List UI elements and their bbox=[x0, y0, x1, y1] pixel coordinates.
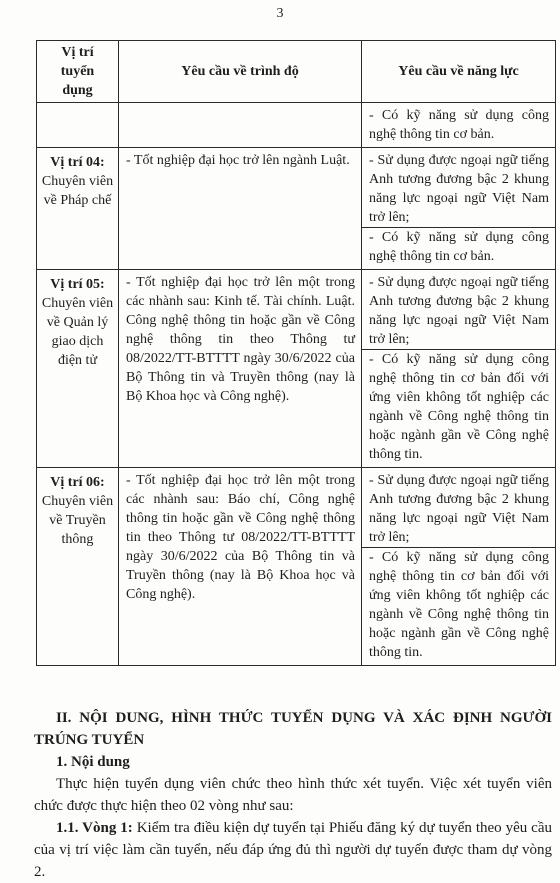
header-position: Vị trí tuyển dụng bbox=[37, 41, 119, 103]
position-title: Vị trí 06: bbox=[50, 475, 105, 490]
position-name: Chuyên viên về Pháp chế bbox=[41, 174, 114, 208]
qualification-cell-empty bbox=[119, 103, 362, 148]
body-paragraph: Thực hiện tuyển dụng viên chức theo hình thức xét tuyển. Việc xét tuyển viên chức được thực hiện theo 02 vòng như sau: bbox=[34, 776, 552, 814]
qualification-text: - Tốt nghiệp đại học trở lên một trong các nhành sau: Báo chí, Công nghệ thông tin hoặc gần về Công nghệ thông tin theo Thông tư 08/2022/TT-BTTTT ngày 30/6/2022 của Bộ Thông tin và Truyền thông (nay là Bộ Khoa học và Công nghệ). bbox=[126, 473, 355, 602]
capability-item: - Sử dụng được ngoại ngữ tiếng Anh tương đương bậc 2 khung năng lực ngoại ngữ Việt Nam trở lên; bbox=[369, 153, 549, 225]
header-capability: Yêu cầu về năng lực bbox=[362, 41, 556, 103]
round1-text: Kiểm tra điều kiện dự tuyển tại Phiếu đăng ký dự tuyển theo yêu cầu của vị trí việc làm cần tuyển, nếu đáp ứng đủ thì người dự tuyển được tham dự vòng 2. bbox=[34, 820, 552, 880]
qualification-cell bbox=[119, 468, 362, 666]
position-name: Chuyên viên về Truyền thông bbox=[41, 494, 114, 547]
table-row bbox=[37, 270, 556, 468]
qualification-cell bbox=[119, 148, 362, 270]
table-row bbox=[37, 468, 556, 666]
capability-item: - Có kỹ năng sử dụng công nghệ thông tin cơ bản. bbox=[369, 108, 549, 142]
qualification-cell bbox=[119, 270, 362, 468]
table-row bbox=[37, 148, 556, 270]
position-cell-empty bbox=[37, 103, 119, 148]
position-cell bbox=[37, 148, 119, 270]
position-title: Vị trí 05: bbox=[50, 277, 105, 292]
position-title: Vị trí 04: bbox=[50, 155, 105, 170]
round1-paragraph bbox=[34, 817, 552, 883]
capability-cell bbox=[362, 148, 556, 270]
qualification-text: - Tốt nghiệp đại học trở lên ngành Luật. bbox=[126, 153, 350, 168]
capability-item: - Có kỹ năng sử dụng công nghệ thông tin cơ bản đối với ứng viên không tốt nghiệp các ngành về Công nghệ thông tin hoặc ngành gần về Công nghệ thông tin. bbox=[362, 349, 555, 464]
header-qualification: Yêu cầu về trình độ bbox=[119, 41, 362, 103]
capability-item: - Có kỹ năng sử dụng công nghệ thông tin cơ bản. bbox=[362, 227, 555, 266]
section-heading: II. NỘI DUNG, HÌNH THỨC TUYỂN DỤNG VÀ XÁC ĐỊNH NGƯỜI TRÚNG TUYỂN bbox=[34, 710, 552, 748]
capability-cell bbox=[362, 468, 556, 666]
page-number: 3 bbox=[276, 6, 284, 21]
capability-item: - Sử dụng được ngoại ngữ tiếng Anh tương đương bậc 2 khung năng lực ngoại ngữ Việt Nam trở lên; bbox=[369, 275, 549, 347]
subsection-heading: 1. Nội dung bbox=[56, 754, 130, 770]
position-cell bbox=[37, 270, 119, 468]
capability-cell bbox=[362, 270, 556, 468]
round1-label: 1.1. Vòng 1: bbox=[56, 820, 133, 836]
table-row-continued bbox=[37, 103, 556, 148]
capability-cell bbox=[362, 103, 556, 148]
capability-item: - Có kỹ năng sử dụng công nghệ thông tin cơ bản đối với ứng viên không tốt nghiệp các ngành về Công nghệ thông tin hoặc ngành gần về Công nghệ thông tin. bbox=[362, 547, 555, 662]
position-name: Chuyên viên về Quản lý giao dịch điện tử bbox=[41, 296, 114, 368]
qualification-text: - Tốt nghiệp đại học trở lên một trong các nhành sau: Kinh tế. Tài chính. Luật. Công nghệ thông tin hoặc gần về Công nghệ thông tin theo Thông tư 08/2022/TT-BTTTT ngày 30/6/2022 của Bộ Thông tin và Truyền thông (nay là Bộ Khoa học và Công nghệ). bbox=[126, 275, 355, 404]
position-cell bbox=[37, 468, 119, 666]
capability-item: - Sử dụng được ngoại ngữ tiếng Anh tương đương bậc 2 khung năng lực ngoại ngữ Việt Nam trở lên; bbox=[369, 473, 549, 545]
table-header-row bbox=[37, 41, 556, 103]
recruitment-requirements-table bbox=[36, 40, 556, 666]
